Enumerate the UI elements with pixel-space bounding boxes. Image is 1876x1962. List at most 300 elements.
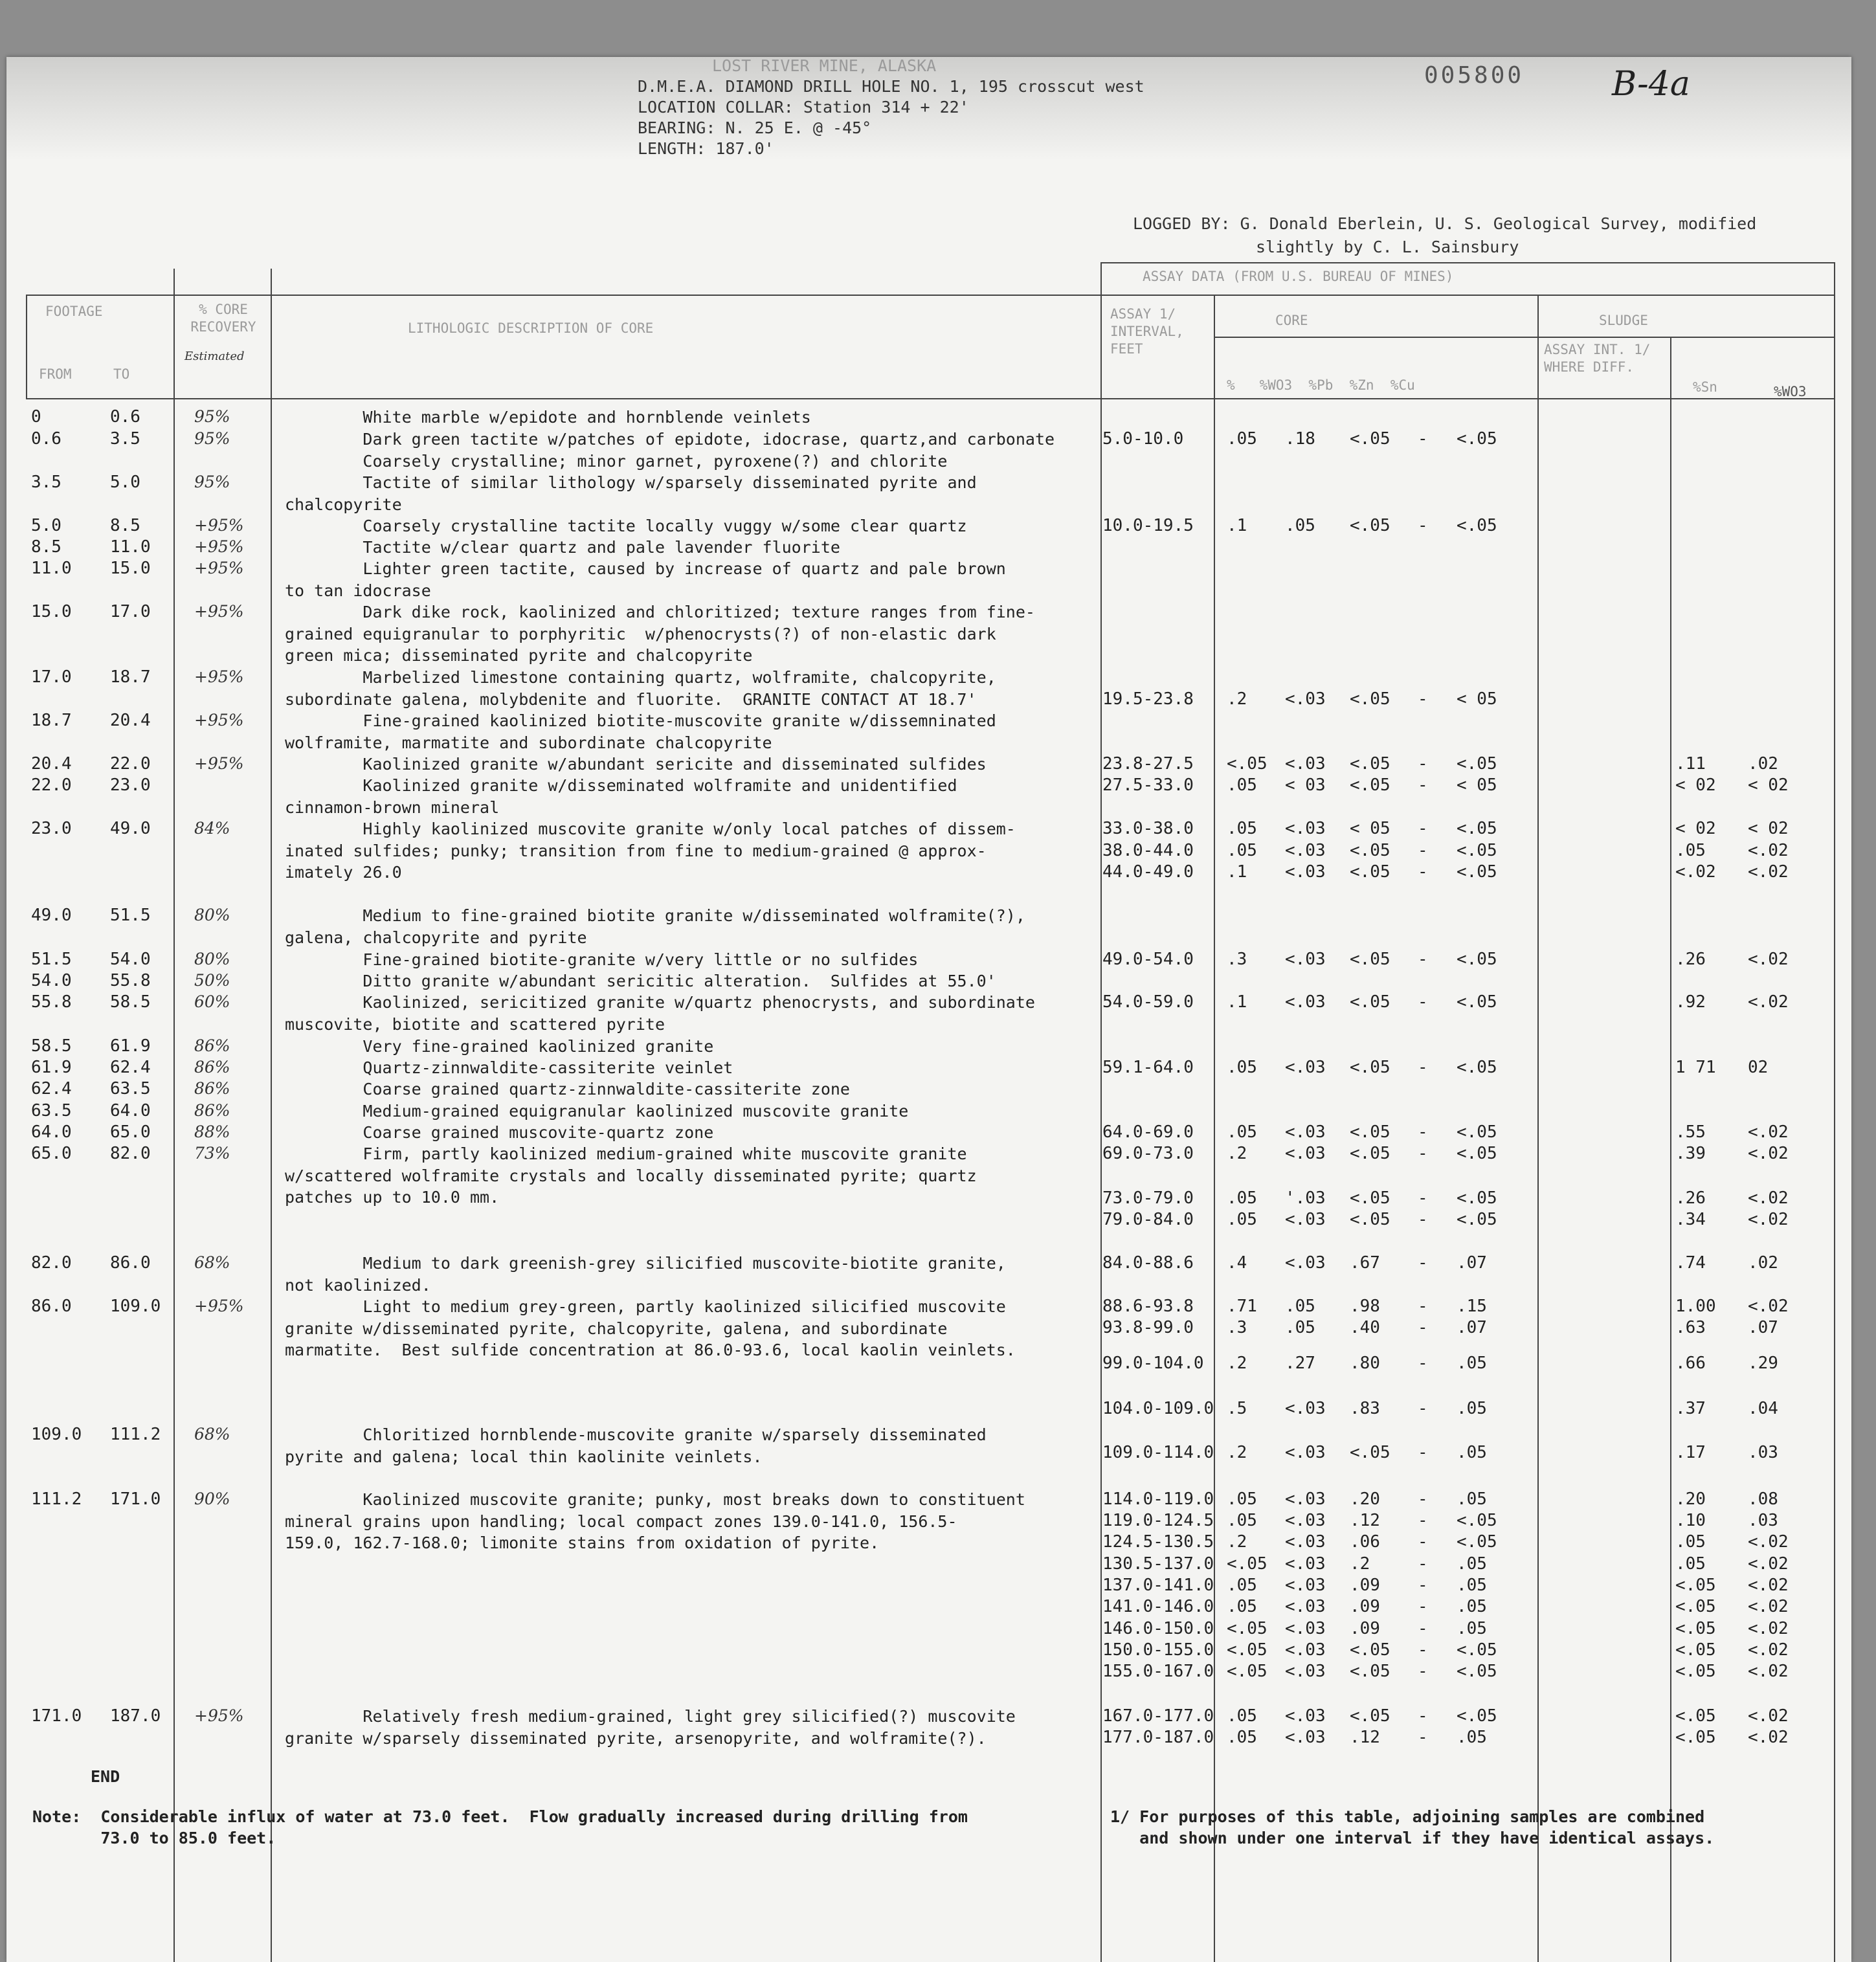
note: Note: Considerable influx of water at 73.0 feet. Flow gradually increased during drilling from 73.0 to 85.0 feet. xyxy=(32,1807,968,1847)
footage-to: 17.0 xyxy=(110,602,151,621)
lithologic-description: Highly kaolinized muscovite granite w/only local patches of dissem- inated sulfides; punky; transition from fine to medium-grained @ approx- imately 26.0 xyxy=(285,819,1016,882)
core-recovery: 95% xyxy=(194,407,230,426)
core-pb: <.05 xyxy=(1350,689,1390,709)
col-footage: FOOTAGE xyxy=(45,304,103,319)
core-pct: .05 xyxy=(1227,841,1257,860)
core-pct: .2 xyxy=(1227,1443,1247,1462)
core-wo3: <.03 xyxy=(1285,1532,1326,1552)
mine-name: LOST RIVER MINE, ALASKA xyxy=(712,56,937,75)
lithologic-description: Medium to fine-grained biotite granite w/disseminated wolframite(?), galena, chalcopyrite and pyrite xyxy=(285,906,1025,947)
footage-from: 22.0 xyxy=(31,775,72,795)
core-zn: - xyxy=(1418,1354,1428,1373)
core-wo3: < 03 xyxy=(1285,775,1326,795)
core-recovery: 80% xyxy=(194,950,230,968)
core-wo3: <.03 xyxy=(1285,1619,1326,1638)
footage-to: 82.0 xyxy=(110,1144,151,1163)
sludge-sn: .05 xyxy=(1675,841,1706,860)
frame-right xyxy=(1834,262,1835,1962)
core-pb: <.05 xyxy=(1350,1640,1390,1660)
footage-from: 111.2 xyxy=(31,1489,82,1509)
assay-interval: 73.0-79.0 xyxy=(1102,1188,1194,1208)
sludge-wo3: <.02 xyxy=(1748,1144,1789,1163)
assay-interval: 23.8-27.5 xyxy=(1102,754,1194,774)
core-pb: .06 xyxy=(1350,1532,1380,1552)
core-recovery: +95% xyxy=(194,711,244,730)
lithologic-description: Chloritized hornblende-muscovite granite w/sparsely disseminated pyrite and galena; local thin kaolinite veinlets. xyxy=(285,1425,987,1466)
core-recovery: 90% xyxy=(194,1489,230,1508)
sludge-sn: .55 xyxy=(1675,1122,1706,1142)
footage-to: 5.0 xyxy=(110,473,140,492)
col-rule-assay xyxy=(1100,262,1102,1962)
col-core: CORE xyxy=(1275,313,1308,328)
lithologic-description: Very fine-grained kaolinized granite xyxy=(285,1037,714,1056)
core-pb: <.05 xyxy=(1350,1188,1390,1208)
sludge-sn: <.05 xyxy=(1675,1662,1716,1681)
sludge-wo3: 02 xyxy=(1748,1058,1769,1077)
core-wo3: .05 xyxy=(1285,516,1315,535)
core-cu: <.05 xyxy=(1457,841,1497,860)
core-zn: - xyxy=(1418,950,1428,969)
lithologic-description: Kaolinized granite w/disseminated wolframite and unidentified cinnamon-brown mineral xyxy=(285,776,957,817)
core-pct: .05 xyxy=(1227,1122,1257,1142)
col-core-elements: % %WO3 %Pb %Zn %Cu xyxy=(1227,377,1415,393)
core-pct: .05 xyxy=(1227,1728,1257,1747)
col-rule-sludge xyxy=(1537,295,1539,1962)
core-zn: - xyxy=(1418,1188,1428,1208)
sludge-wo3: <.02 xyxy=(1748,1640,1789,1660)
lithologic-description: Coarse grained quartz-zinnwaldite-cassiterite zone xyxy=(285,1080,850,1098)
sludge-sn: .10 xyxy=(1675,1511,1706,1530)
footage-to: 64.0 xyxy=(110,1101,151,1120)
lithologic-description: Firm, partly kaolinized medium-grained white muscovite granite w/scattered wolframite crystals and locally disseminated pyrite; quartz patches up to 10.0 mm. xyxy=(285,1144,977,1207)
assay-interval: 146.0-150.0 xyxy=(1102,1619,1214,1638)
footage-to: 109.0 xyxy=(110,1297,161,1316)
core-cu: .05 xyxy=(1457,1619,1487,1638)
core-pb: <.05 xyxy=(1350,862,1390,882)
core-pb: <.05 xyxy=(1350,1210,1390,1229)
core-pct: .05 xyxy=(1227,1210,1257,1229)
sludge-wo3: <.02 xyxy=(1748,1706,1789,1726)
sludge-wo3: <.02 xyxy=(1748,841,1789,860)
col-rule-recovery xyxy=(173,269,175,1962)
sludge-wo3: .07 xyxy=(1748,1318,1778,1337)
sludge-wo3: .03 xyxy=(1748,1511,1778,1530)
sheet-id: B-4a xyxy=(1612,65,1690,104)
core-pct: .05 xyxy=(1227,1489,1257,1509)
sludge-wo3: .29 xyxy=(1748,1354,1778,1373)
core-cu: <.05 xyxy=(1457,754,1497,774)
core-pct: <.05 xyxy=(1227,1640,1267,1660)
footage-from: 17.0 xyxy=(31,667,72,687)
core-wo3: <.03 xyxy=(1285,950,1326,969)
core-zn: - xyxy=(1418,1489,1428,1509)
core-pb: .09 xyxy=(1350,1619,1380,1638)
sludge-sn: .63 xyxy=(1675,1318,1706,1337)
core-cu: <.05 xyxy=(1457,1188,1497,1208)
core-zn: - xyxy=(1418,754,1428,774)
sludge-wo3: <.02 xyxy=(1748,862,1789,882)
footage-from: 20.4 xyxy=(31,754,72,774)
core-cu: <.05 xyxy=(1457,429,1497,449)
core-zn: - xyxy=(1418,775,1428,795)
core-recovery: 73% xyxy=(194,1144,230,1163)
sludge-sn: .11 xyxy=(1675,754,1706,774)
core-zn: - xyxy=(1418,1511,1428,1530)
core-pct: .2 xyxy=(1227,1144,1247,1163)
core-cu: .05 xyxy=(1457,1576,1487,1595)
assay-interval: 88.6-93.8 xyxy=(1102,1297,1194,1316)
core-cu: .15 xyxy=(1457,1297,1487,1316)
sludge-sn: <.05 xyxy=(1675,1597,1716,1616)
core-recovery: +95% xyxy=(194,1706,244,1725)
sludge-wo3: .02 xyxy=(1748,1253,1778,1273)
core-cu: .05 xyxy=(1457,1554,1487,1574)
core-pb: <.05 xyxy=(1350,1662,1390,1681)
core-pb: <.05 xyxy=(1350,841,1390,860)
lithologic-description: Dark green tactite w/patches of epidote, idocrase, quartz,and carbonate Coarsely crystalline; minor garnet, pyroxene(?) and chlorite xyxy=(363,430,1055,471)
sludge-sn: .26 xyxy=(1675,950,1706,969)
core-zn: - xyxy=(1418,1297,1428,1316)
col-estimated: Estimated xyxy=(184,350,245,363)
sludge-sn: .66 xyxy=(1675,1354,1706,1373)
col-litho: LITHOLOGIC DESCRIPTION OF CORE xyxy=(408,320,654,336)
footage-to: 171.0 xyxy=(110,1489,161,1509)
sludge-sn: .39 xyxy=(1675,1144,1706,1163)
core-pct: .1 xyxy=(1227,992,1247,1012)
footage-to: 187.0 xyxy=(110,1706,161,1726)
col-from: FROM xyxy=(39,366,72,382)
lithologic-description: Marbelized limestone containing quartz, wolframite, chalcopyrite, subordinate galena, molybdenite and fluorite. GRANITE CONTACT AT 18.7' xyxy=(285,668,996,709)
core-zn: - xyxy=(1418,841,1428,860)
assay-interval: 114.0-119.0 xyxy=(1102,1489,1214,1509)
core-pct: .5 xyxy=(1227,1399,1247,1418)
assay-interval: 109.0-114.0 xyxy=(1102,1443,1214,1462)
sludge-wo3: <.02 xyxy=(1748,1188,1789,1208)
core-recovery: +95% xyxy=(194,559,244,577)
core-recovery: +95% xyxy=(194,667,244,686)
core-wo3: <.03 xyxy=(1285,1210,1326,1229)
footage-from: 3.5 xyxy=(31,473,61,492)
sludge-wo3: .03 xyxy=(1748,1443,1778,1462)
sludge-wo3: .02 xyxy=(1748,754,1778,774)
core-zn: - xyxy=(1418,1318,1428,1337)
footage-from: 82.0 xyxy=(31,1253,72,1273)
core-cu: <.05 xyxy=(1457,1210,1497,1229)
core-recovery: 88% xyxy=(194,1122,230,1141)
core-recovery: 86% xyxy=(194,1058,230,1076)
core-wo3: <.03 xyxy=(1285,1554,1326,1574)
footage-to: 51.5 xyxy=(110,906,151,925)
core-zn: - xyxy=(1418,689,1428,709)
lithologic-description: Medium-grained equigranular kaolinized muscovite granite xyxy=(285,1102,909,1120)
core-wo3: .27 xyxy=(1285,1354,1315,1373)
core-wo3: <.03 xyxy=(1285,1728,1326,1747)
core-wo3: <.03 xyxy=(1285,1576,1326,1595)
core-wo3: <.03 xyxy=(1285,1443,1326,1462)
core-cu: <.05 xyxy=(1457,1532,1497,1552)
core-pct: <.05 xyxy=(1227,1619,1267,1638)
core-wo3: .05 xyxy=(1285,1297,1315,1316)
core-pb: .09 xyxy=(1350,1576,1380,1595)
assay-interval: 130.5-137.0 xyxy=(1102,1554,1214,1574)
footage-to: 86.0 xyxy=(110,1253,151,1273)
core-recovery: 60% xyxy=(194,992,230,1011)
assay-interval: 104.0-109.0 xyxy=(1102,1399,1214,1418)
core-zn: - xyxy=(1418,1399,1428,1418)
core-recovery: 95% xyxy=(194,473,230,491)
sludge-sn: .92 xyxy=(1675,992,1706,1012)
footage-from: 62.4 xyxy=(31,1079,72,1098)
core-recovery: 80% xyxy=(194,906,230,924)
footage-from: 109.0 xyxy=(31,1425,82,1444)
core-wo3: <.03 xyxy=(1285,1511,1326,1530)
footage-from: 86.0 xyxy=(31,1297,72,1316)
assay-interval: 33.0-38.0 xyxy=(1102,819,1194,838)
lithologic-description: White marble w/epidote and hornblende veinlets xyxy=(285,408,811,427)
core-pct: .1 xyxy=(1227,862,1247,882)
footage-to: 54.0 xyxy=(110,950,151,969)
core-zn: - xyxy=(1418,1640,1428,1660)
core-cu: .05 xyxy=(1457,1597,1487,1616)
sludge-wo3: <.02 xyxy=(1748,1122,1789,1142)
core-cu: <.05 xyxy=(1457,1058,1497,1077)
core-pb: .2 xyxy=(1350,1554,1370,1574)
core-wo3: '.03 xyxy=(1285,1188,1326,1208)
footage-to: 8.5 xyxy=(110,516,140,535)
core-recovery: 86% xyxy=(194,1101,230,1120)
core-zn: - xyxy=(1418,1619,1428,1638)
core-zn: - xyxy=(1418,1576,1428,1595)
core-wo3: <.03 xyxy=(1285,862,1326,882)
core-cu: <.05 xyxy=(1457,1662,1497,1681)
sludge-sn: .17 xyxy=(1675,1443,1706,1462)
lithologic-description: Medium to dark greenish-grey silicified muscovite-biotite granite, not kaolinized. xyxy=(285,1254,1006,1295)
core-cu: <.05 xyxy=(1457,1122,1497,1142)
lithologic-description: Tactite w/clear quartz and pale lavender fluorite xyxy=(285,538,840,557)
footage-to: 65.0 xyxy=(110,1122,151,1142)
collar-location: LOCATION COLLAR: Station 314 + 22' xyxy=(638,98,969,117)
core-pct: .2 xyxy=(1227,689,1247,709)
logged-by-cont: slightly by C. L. Sainsbury xyxy=(1256,238,1519,256)
sludge-sn: .37 xyxy=(1675,1399,1706,1418)
assay-interval: 54.0-59.0 xyxy=(1102,992,1194,1012)
col-sludge-interval: ASSAY INT. 1/ WHERE DIFF. xyxy=(1544,342,1651,375)
core-zn: - xyxy=(1418,1144,1428,1163)
core-wo3: <.03 xyxy=(1285,1253,1326,1273)
assay-top-rule xyxy=(1100,262,1835,263)
core-pct: .3 xyxy=(1227,950,1247,969)
assay-interval: 44.0-49.0 xyxy=(1102,862,1194,882)
core-pct: .05 xyxy=(1227,429,1257,449)
core-recovery: 86% xyxy=(194,1079,230,1098)
core-wo3: <.03 xyxy=(1285,841,1326,860)
footage-to: 63.5 xyxy=(110,1079,151,1098)
footage-from: 23.0 xyxy=(31,819,72,838)
core-sludge-rule xyxy=(1214,337,1835,338)
core-pb: <.05 xyxy=(1350,1122,1390,1142)
hole-length: LENGTH: 187.0' xyxy=(638,139,774,158)
core-recovery: 86% xyxy=(194,1036,230,1055)
footage-from: 171.0 xyxy=(31,1706,82,1726)
footage-to: 55.8 xyxy=(110,971,151,990)
core-pb: .12 xyxy=(1350,1728,1380,1747)
core-zn: - xyxy=(1418,1532,1428,1552)
footnote: 1/ For purposes of this table, adjoining samples are combined and shown under one interval if they have identical assays. xyxy=(1110,1807,1715,1847)
lithologic-description: Coarse grained muscovite-quartz zone xyxy=(285,1123,714,1142)
core-pct: .1 xyxy=(1227,516,1247,535)
core-cu: <.05 xyxy=(1457,1144,1497,1163)
assay-interval: 93.8-99.0 xyxy=(1102,1318,1194,1337)
core-zn: - xyxy=(1418,1597,1428,1616)
sludge-sn: <.05 xyxy=(1675,1706,1716,1726)
core-wo3: <.03 xyxy=(1285,819,1326,838)
core-cu: <.05 xyxy=(1457,1640,1497,1660)
sludge-wo3: <.02 xyxy=(1748,950,1789,969)
core-zn: - xyxy=(1418,1728,1428,1747)
footage-to: 58.5 xyxy=(110,992,151,1012)
core-pct: .05 xyxy=(1227,1511,1257,1530)
assay-interval: 177.0-187.0 xyxy=(1102,1728,1214,1747)
sludge-wo3: <.02 xyxy=(1748,992,1789,1012)
table-top-rule xyxy=(26,295,1835,296)
footage-from: 65.0 xyxy=(31,1144,72,1163)
core-recovery: 95% xyxy=(194,429,230,448)
assay-interval: 155.0-167.0 xyxy=(1102,1662,1214,1681)
logged-by: LOGGED BY: G. Donald Eberlein, U. S. Geological Survey, modified xyxy=(1133,214,1757,233)
footage-from: 54.0 xyxy=(31,971,72,990)
footage-to: 18.7 xyxy=(110,667,151,687)
core-pct: .2 xyxy=(1227,1354,1247,1373)
sludge-wo3: .08 xyxy=(1748,1489,1778,1509)
core-cu: .05 xyxy=(1457,1443,1487,1462)
lithologic-description: Lighter green tactite, caused by increase of quartz and pale brown to tan idocrase xyxy=(285,559,1006,600)
sludge-sn: <.02 xyxy=(1675,862,1716,882)
lithologic-description: Light to medium grey-green, partly kaolinized silicified muscovite granite w/disseminated pyrite, chalcopyrite, galena, and subordinate marmatite. Best sulfide concentration at 86.0-93.6, local kaolin veinlets. xyxy=(285,1297,1016,1359)
core-pb: .98 xyxy=(1350,1297,1380,1316)
col-rule-core xyxy=(1214,295,1215,1962)
core-pb: .67 xyxy=(1350,1253,1380,1273)
core-recovery: +95% xyxy=(194,602,244,621)
footage-from: 15.0 xyxy=(31,602,72,621)
core-zn: - xyxy=(1418,992,1428,1012)
core-zn: - xyxy=(1418,1253,1428,1273)
core-pct: <.05 xyxy=(1227,754,1267,774)
core-pct: .3 xyxy=(1227,1318,1247,1337)
col-assay-data: ASSAY DATA (FROM U.S. BUREAU OF MINES) xyxy=(1143,269,1454,284)
frame-left xyxy=(26,295,27,398)
lithologic-description: Kaolinized, sericitized granite w/quartz phenocrysts, and subordinate muscovite, biotite and scattered pyrite xyxy=(285,993,1035,1034)
core-recovery: 68% xyxy=(194,1253,230,1272)
footage-from: 64.0 xyxy=(31,1122,72,1142)
lithologic-description: Kaolinized granite w/abundant sericite and disseminated sulfides xyxy=(285,755,987,774)
core-zn: - xyxy=(1418,1210,1428,1229)
sludge-sn: .05 xyxy=(1675,1532,1706,1552)
sludge-wo3: .04 xyxy=(1748,1399,1778,1418)
core-pct: .4 xyxy=(1227,1253,1247,1273)
core-cu: .05 xyxy=(1457,1489,1487,1509)
footage-from: 58.5 xyxy=(31,1036,72,1056)
lithologic-description: Fine-grained kaolinized biotite-muscovite granite w/dissemninated wolframite, marmatite and subordinate chalcopyrite xyxy=(285,711,996,752)
col-core-recovery: % CORE RECOVERY xyxy=(190,302,256,335)
sludge-wo3: <.02 xyxy=(1748,1619,1789,1638)
core-pct: .05 xyxy=(1227,1058,1257,1077)
assay-interval: 49.0-54.0 xyxy=(1102,950,1194,969)
footage-from: 0 xyxy=(31,407,41,427)
core-recovery: +95% xyxy=(194,754,244,773)
core-cu: <.05 xyxy=(1457,950,1497,969)
sludge-sn: 1.00 xyxy=(1675,1297,1716,1316)
sludge-wo3: <.02 xyxy=(1748,1210,1789,1229)
lithologic-description: Quartz-zinnwaldite-cassiterite veinlet xyxy=(285,1058,733,1077)
core-zn: - xyxy=(1418,1443,1428,1462)
assay-interval: 79.0-84.0 xyxy=(1102,1210,1194,1229)
footage-to: 49.0 xyxy=(110,819,151,838)
assay-interval: 167.0-177.0 xyxy=(1102,1706,1214,1726)
assay-interval: 99.0-104.0 xyxy=(1102,1354,1204,1373)
col-assay-interval: ASSAY 1/ INTERVAL, FEET xyxy=(1110,306,1184,357)
sludge-sn: < 02 xyxy=(1675,775,1716,795)
footage-to: 15.0 xyxy=(110,559,151,578)
sludge-sn: < 02 xyxy=(1675,819,1716,838)
core-pb: .12 xyxy=(1350,1511,1380,1530)
core-pb: <.05 xyxy=(1350,775,1390,795)
core-cu: <.05 xyxy=(1457,1706,1497,1726)
core-wo3: <.03 xyxy=(1285,1122,1326,1142)
core-zn: - xyxy=(1418,1058,1428,1077)
footage-to: 62.4 xyxy=(110,1058,151,1077)
core-recovery: 68% xyxy=(194,1425,230,1444)
col-sludge: SLUDGE xyxy=(1599,313,1648,328)
core-cu: <.05 xyxy=(1457,819,1497,838)
core-wo3: .18 xyxy=(1285,429,1315,449)
document-number: 005800 xyxy=(1424,62,1524,89)
core-pct: .05 xyxy=(1227,1576,1257,1595)
sludge-sn: .20 xyxy=(1675,1489,1706,1509)
core-pb: .09 xyxy=(1350,1597,1380,1616)
lithologic-description: Dark dike rock, kaolinized and chloritized; texture ranges from fine- grained equigranular to porphyritic w/phenocrysts(?) of non-elastic dark green mica; disseminated pyrite and chalcopyrite xyxy=(285,603,1035,665)
core-pb: < 05 xyxy=(1350,819,1390,838)
lithologic-description: Tactite of similar lithology w/sparsely disseminated pyrite and chalcopyrite xyxy=(285,473,977,514)
core-cu: .05 xyxy=(1457,1399,1487,1418)
footage-to: 22.0 xyxy=(110,754,151,774)
assay-interval: 84.0-88.6 xyxy=(1102,1253,1194,1273)
core-cu: <.05 xyxy=(1457,992,1497,1012)
sludge-sn: .34 xyxy=(1675,1210,1706,1229)
core-wo3: <.03 xyxy=(1285,1662,1326,1681)
core-pct: .05 xyxy=(1227,1597,1257,1616)
sludge-wo3: <.02 xyxy=(1748,1728,1789,1747)
sludge-sn: .05 xyxy=(1675,1554,1706,1574)
core-wo3: <.03 xyxy=(1285,1706,1326,1726)
core-wo3: <.03 xyxy=(1285,689,1326,709)
footage-to: 3.5 xyxy=(110,429,140,449)
assay-interval: 69.0-73.0 xyxy=(1102,1144,1194,1163)
assay-interval: 19.5-23.8 xyxy=(1102,689,1194,709)
lithologic-description: Coarsely crystalline tactite locally vuggy w/some clear quartz xyxy=(285,517,967,535)
core-recovery: 50% xyxy=(194,971,230,990)
core-cu: < 05 xyxy=(1457,689,1497,709)
core-pb: <.05 xyxy=(1350,1058,1390,1077)
core-wo3: <.03 xyxy=(1285,754,1326,774)
lithologic-description: Ditto granite w/abundant sericitic alteration. Sulfides at 55.0' xyxy=(285,972,996,990)
core-wo3: .05 xyxy=(1285,1318,1315,1337)
footage-from: 18.7 xyxy=(31,711,72,730)
core-pb: <.05 xyxy=(1350,429,1390,449)
core-cu: <.05 xyxy=(1457,516,1497,535)
footage-from: 63.5 xyxy=(31,1101,72,1120)
sludge-wo3: <.02 xyxy=(1748,1576,1789,1595)
footage-from: 49.0 xyxy=(31,906,72,925)
